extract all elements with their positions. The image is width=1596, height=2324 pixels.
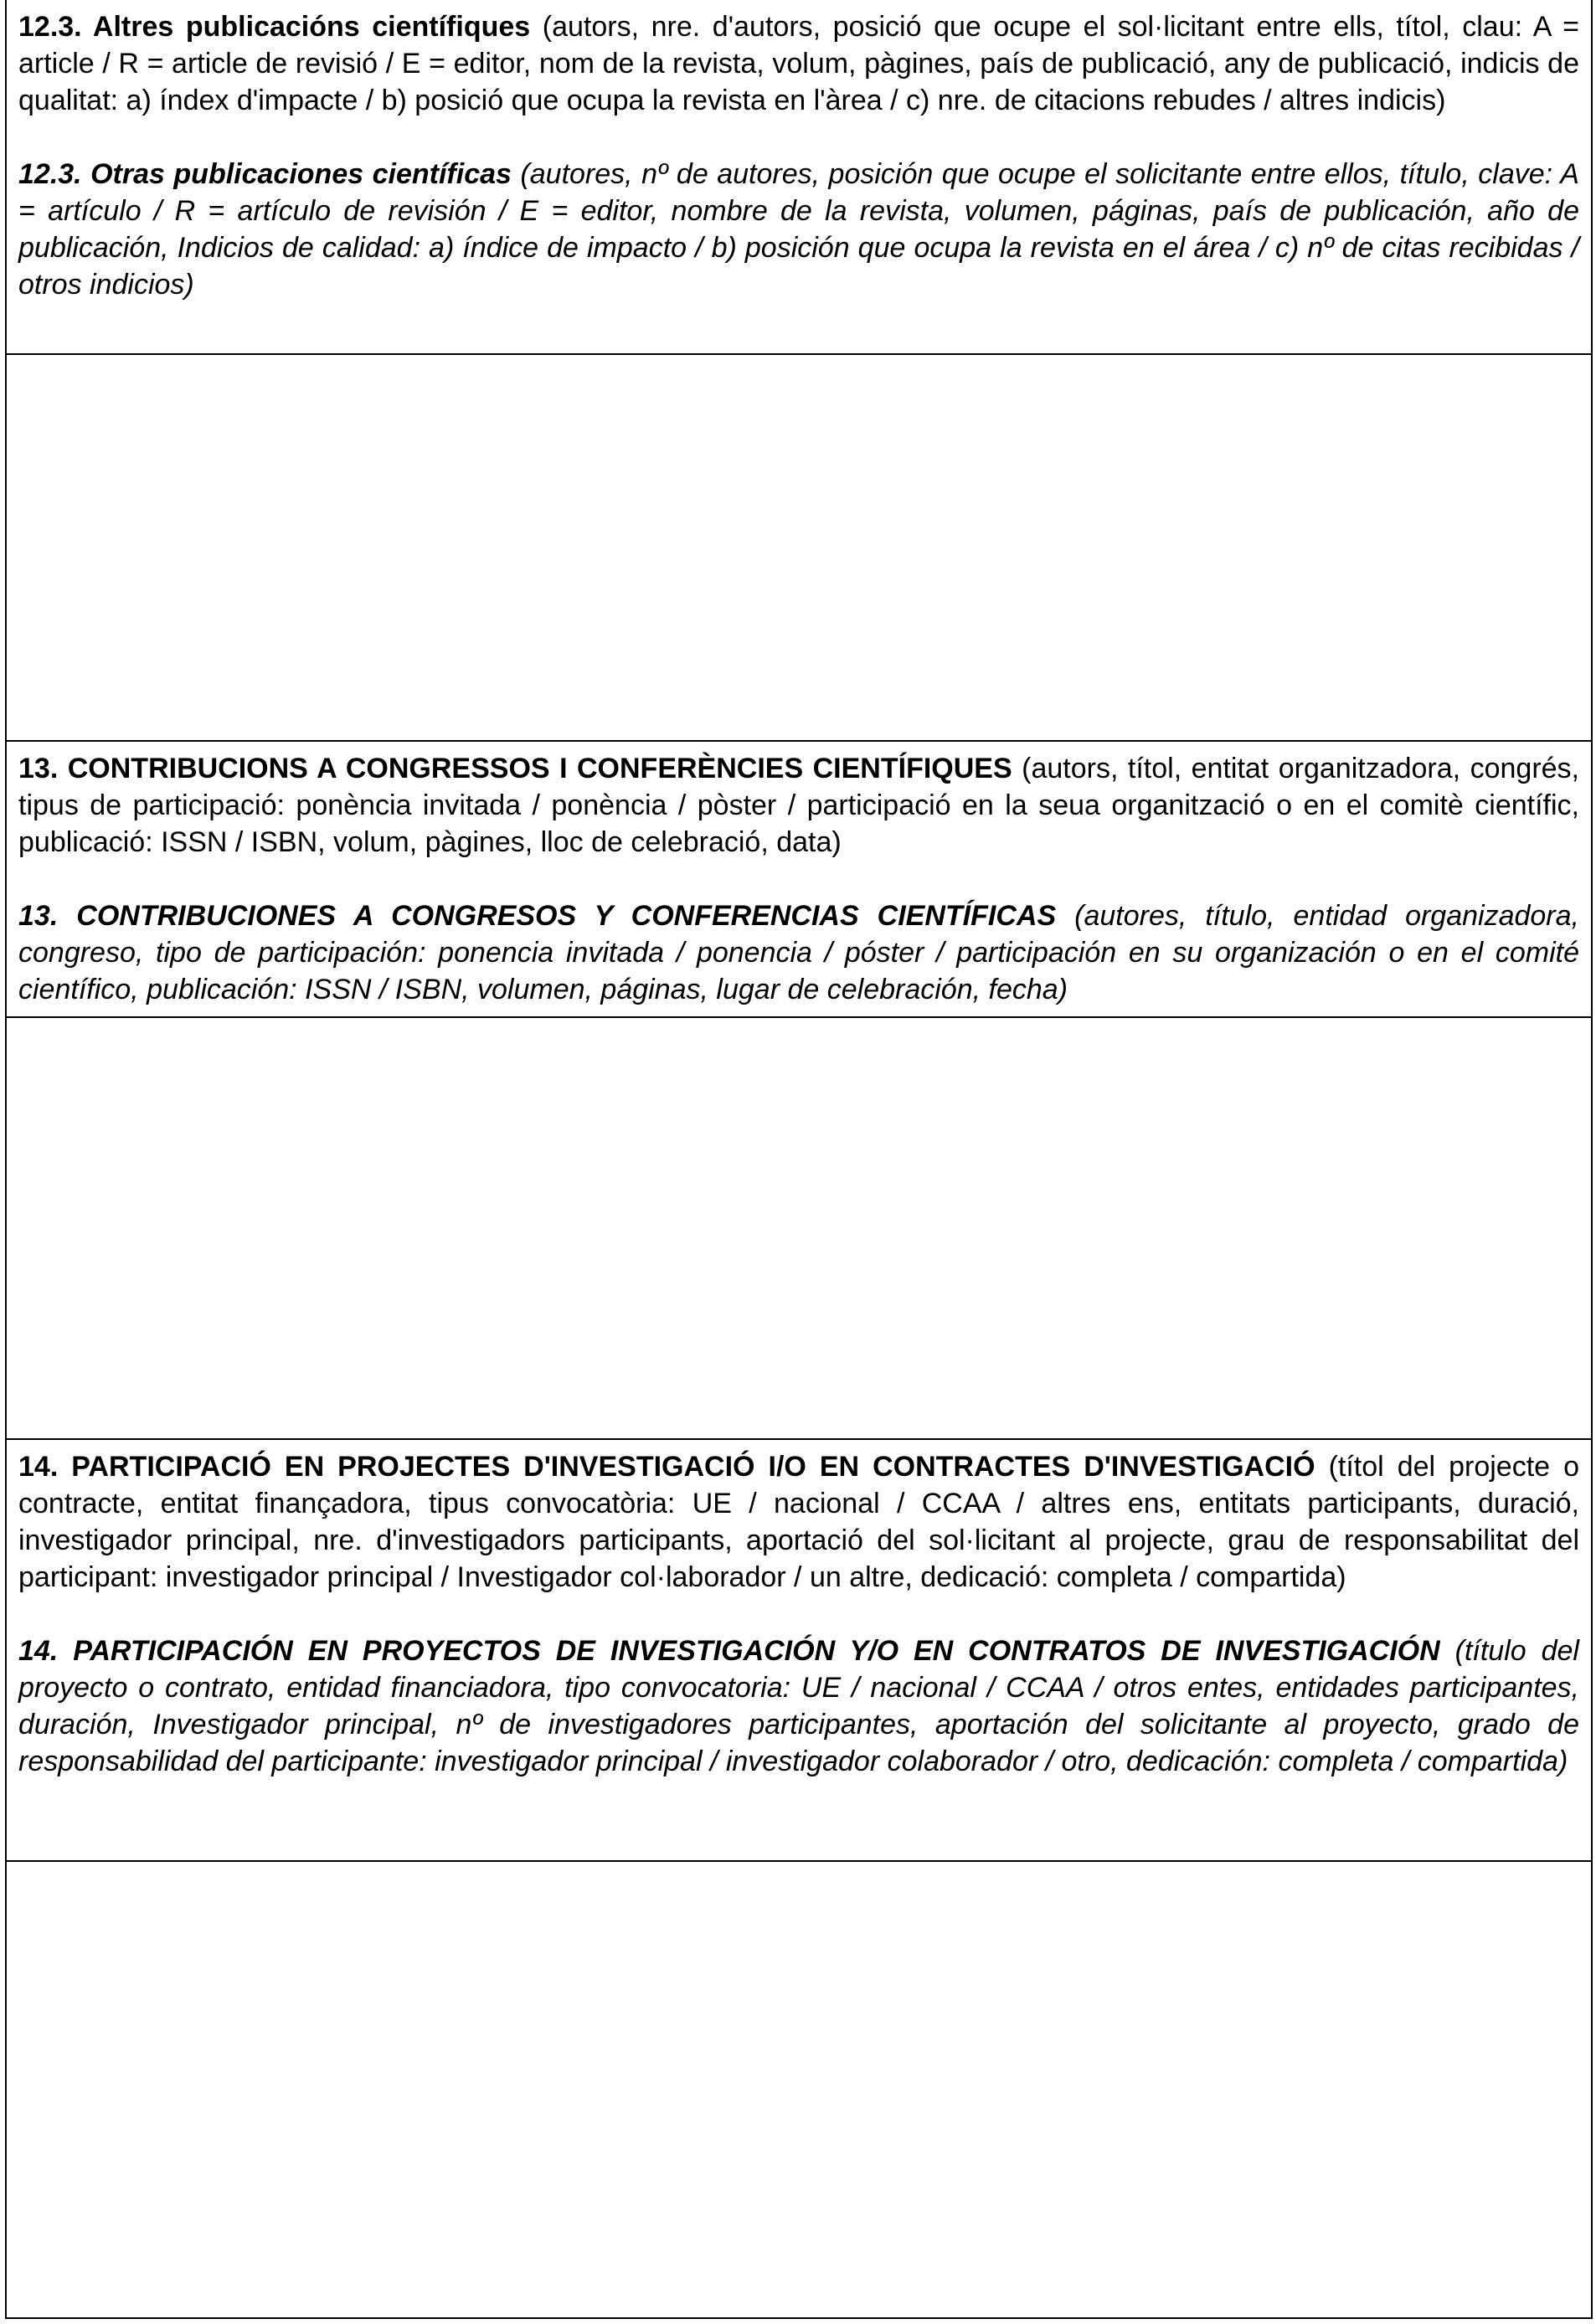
section-13-answer-box[interactable] [7,1018,1591,1440]
section-12-3-ca-heading: 12.3. Altres publicacións científiques [18,11,531,43]
section-13-ca-text: (autors, títol, entitat organitzadora, congrés, tipus de participació: ponència invitada / ponència / pòster / participació en la seua organització o en el comitè científic, publicació: ISSN / ISBN, volum, pàgines, lloc de celebració, data) [18,753,1579,858]
section-13-header [7,742,1591,1018]
section-14-ca-text: (títol del projecte o contracte, entitat finançadora, tipus convocatòria: UE / nacional / CCAA / altres ens, entitats participants, duració, investigador principal, nre. d'investigadors participants, aportació del sol·licitant al projecte, grau de responsabilitat del participant: investigador principal / Investigador col·laborador / un altre, dedicació: completa / compartida) [18,1451,1579,1593]
section-13-es-text: (autores, título, entidad organizadora, congreso, tipo de participación: ponencia invitada / ponencia / póster / participación en su organización o en el comité científico, publicación: ISSN / ISBN, volumen, páginas, lugar de celebración, fecha) [18,900,1579,1005]
section-14-es-heading: 14. PARTICIPACIÓN EN PROYECTOS DE INVESTIGACIÓN Y/O EN CONTRATOS DE INVESTIGACIÓN [18,1635,1440,1667]
section-12-3-ca-paragraph [18,8,1579,119]
section-13-es-paragraph [18,897,1579,1008]
section-12-3-ca-text: (autors, nre. d'autors, posició que ocupe el sol·licitant entre ells, títol, clau: A = article / R = article de revisió / E = editor, nom de la revista, volum, pàgines, país de publicació, any de publicació, indicis de qualitat: a) índex d'impacte / b) posició que ocupa la revista en l'àrea / c) nre. de citacions rebudes / altres indicis) [18,11,1579,116]
section-12-3-header [7,0,1591,355]
section-13-ca-paragraph [18,750,1579,861]
section-13-es-heading: 13. CONTRIBUCIONES A CONGRESOS Y CONFERENCIAS CIENTÍFICAS [18,900,1057,932]
section-12-3-es-paragraph [18,156,1579,303]
form-table [5,0,1593,2319]
section-14-ca-heading: 14. PARTICIPACIÓ EN PROJECTES D'INVESTIGACIÓ I/O EN CONTRACTES D'INVESTIGACIÓ [18,1451,1315,1483]
section-12-3-es-text: (autores, nº de autores, posición que ocupe el solicitante entre ellos, título, clave: A = artículo / R = artículo de revisión / E = editor, nombre de la revista, volumen, páginas, país de publicación, año de publicación, Indicios de calidad: a) índice de impacto / b) posición que ocupa la revista en el área / c) nº de citas recibidas / otros indicios) [18,158,1579,301]
section-14-es-text: (título del proyecto o contrato, entidad financiadora, tipo convocatoria: UE / nacional / CCAA / otros entes, entidades participantes, duración, Investigador principal, nº de investigadores participantes, aportación del solicitante al proyecto, grado de responsabilidad del participante: investigador principal / investigador colaborador / otro, dedicación: completa / compartida) [18,1635,1579,1777]
section-14-es-paragraph [18,1632,1579,1780]
section-12-3-answer-box[interactable] [7,355,1591,742]
section-12-3-es-heading: 12.3. Otras publicaciones científicas [18,158,512,190]
section-13-ca-heading: 13. CONTRIBUCIONS A CONGRESSOS I CONFERÈNCIES CIENTÍFIQUES [18,753,1012,784]
section-14-ca-paragraph [18,1448,1579,1596]
section-14-answer-box[interactable] [7,1862,1591,2319]
section-14-header [7,1440,1591,1862]
